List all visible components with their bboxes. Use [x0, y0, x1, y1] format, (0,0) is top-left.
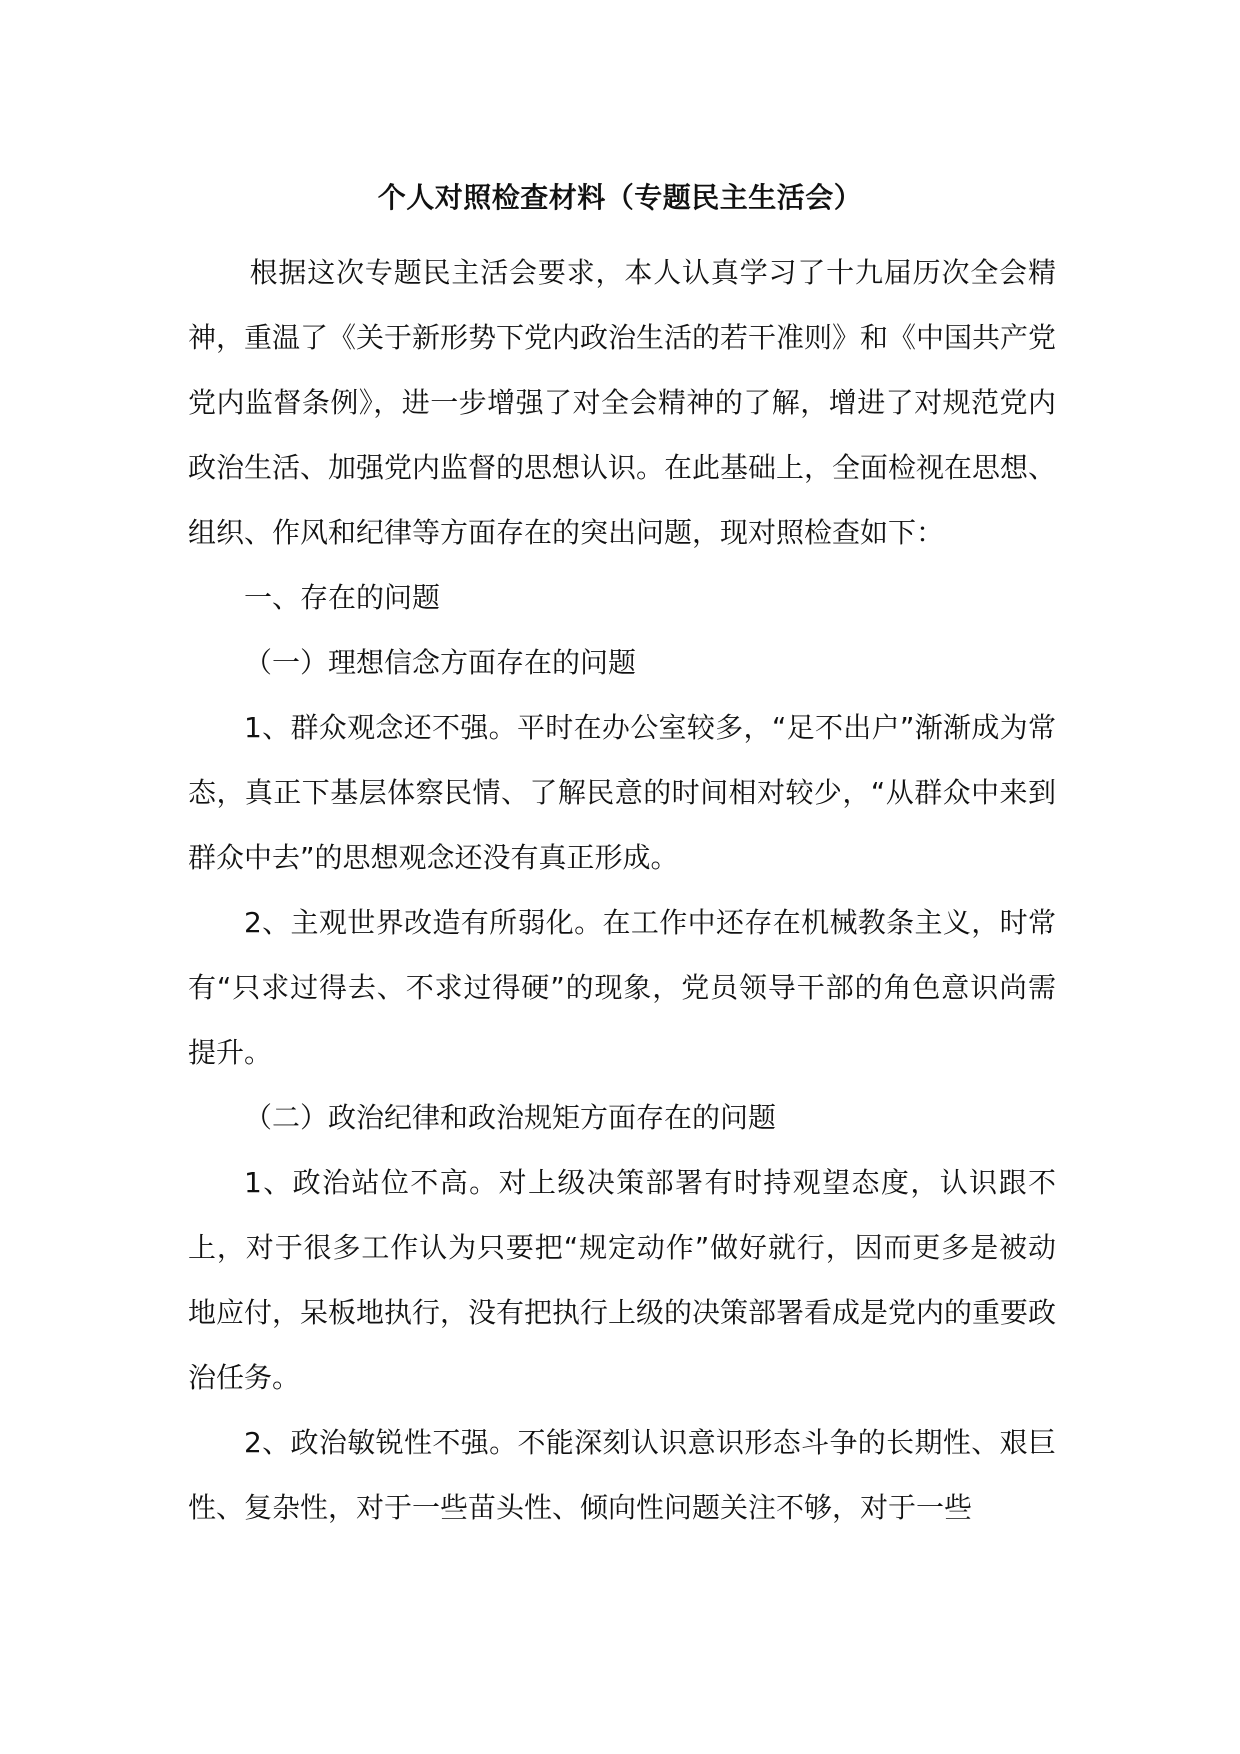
subsection-heading-ideals: （一）理想信念方面存在的问题	[244, 646, 637, 679]
item-paragraph: 2、政治敏锐性不强。不能深刻认识意识形态斗争的长期性、艰巨性、复杂性，对于一些苗头性、倾向性问题关注不够，对于一些	[188, 1426, 1056, 1524]
item-paragraph: 2、主观世界改造有所弱化。在工作中还存在机械教条主义，时常有“只求过得去、不求过得硬”的现象，党员领导干部的角色意识尚需提升。	[188, 906, 1056, 1069]
document-body	[188, 240, 1056, 1540]
intro-paragraph: 根据这次专题民主活会要求，本人认真学习了十九届历次全会精神，重温了《关于新形势下党内政治生活的若干准则》和《中国共产党党内监督条例》，进一步增强了对全会精神的了解，增进了对规范党内政治生活、加强党内监督的思想认识。在此基础上，全面检视在思想、组织、作风和纪律等方面存在的突出问题，现对照检查如下：	[188, 256, 1057, 549]
section-heading-problems: 一、存在的问题	[244, 581, 441, 614]
item-paragraph: 1、群众观念还不强。平时在办公室较多，“足不出户”渐渐成为常态，真正下基层体察民情、了解民意的时间相对较少，“从群众中来到群众中去”的思想观念还没有真正形成。	[188, 711, 1056, 874]
subsection-heading-discipline: （二）政治纪律和政治规矩方面存在的问题	[244, 1101, 777, 1134]
item-paragraph: 1、政治站位不高。对上级决策部署有时持观望态度，认识跟不上，对于很多工作认为只要把“规定动作”做好就行，因而更多是被动地应付，呆板地执行，没有把执行上级的决策部署看成是党内的重要政治任务。	[188, 1166, 1057, 1394]
document-title: 个人对照检查材料（专题民主生活会）	[377, 181, 863, 214]
